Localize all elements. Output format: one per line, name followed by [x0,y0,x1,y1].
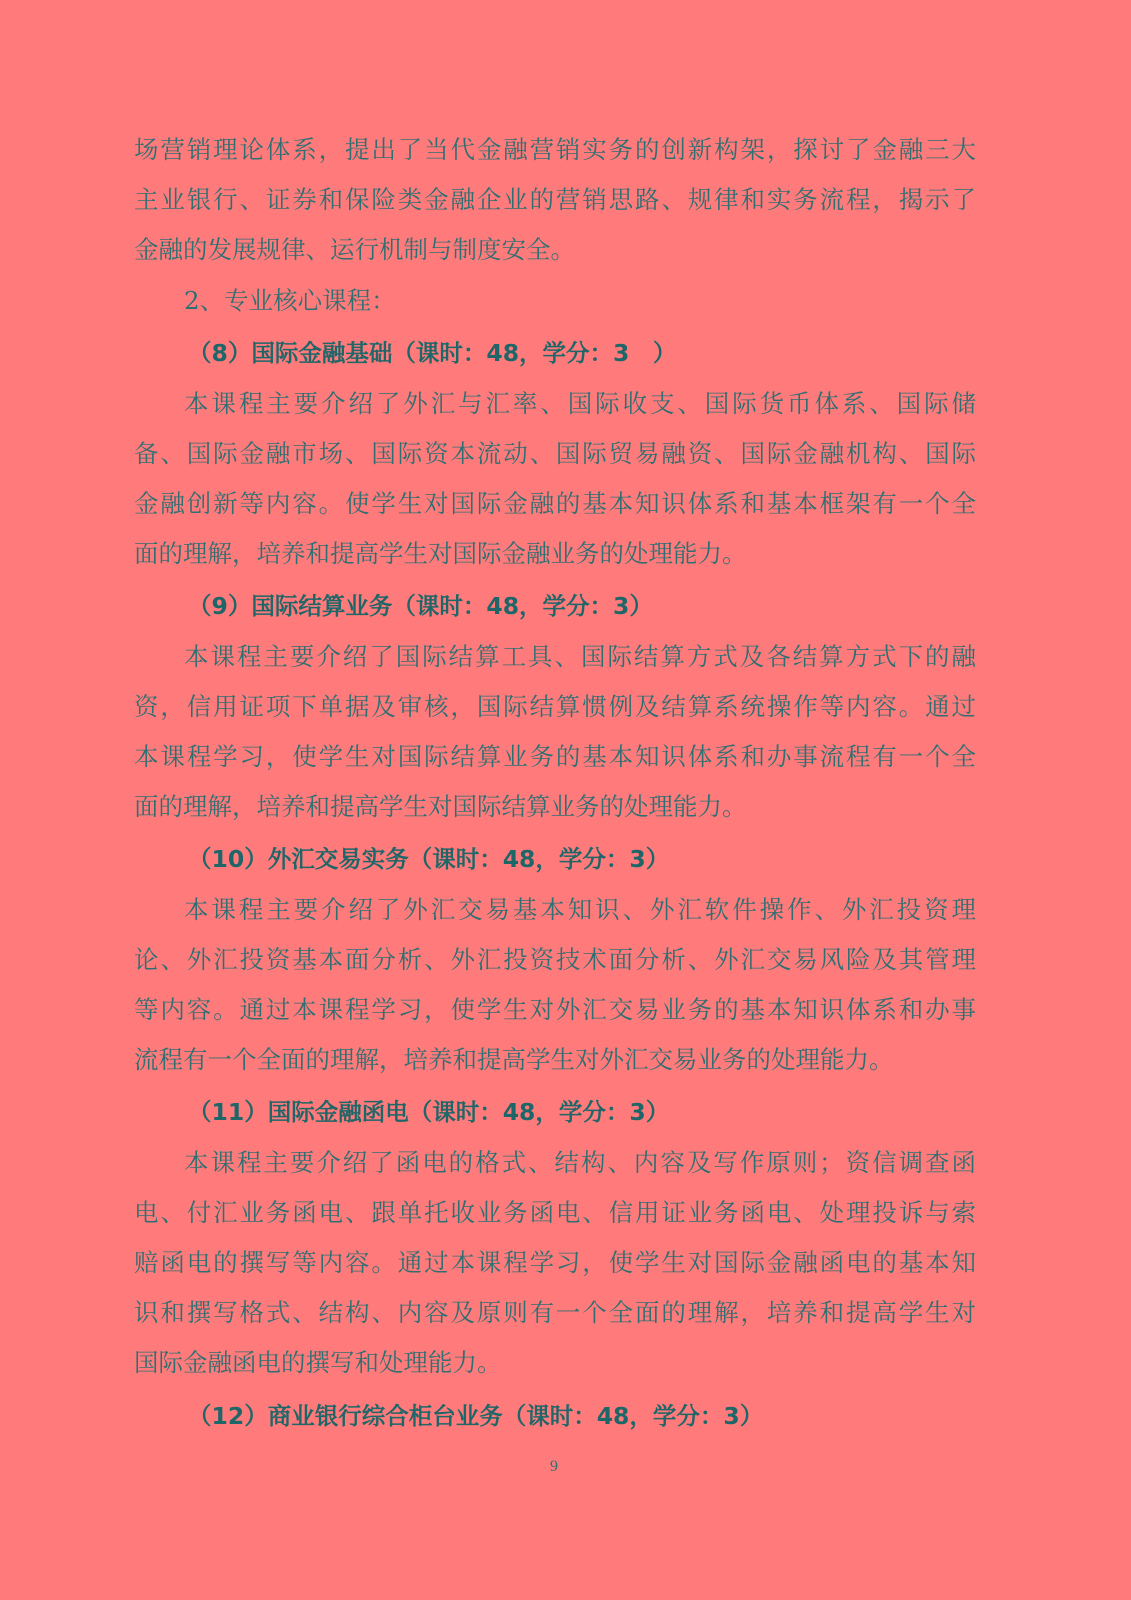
course-title-12: （12）商业银行综合柜台业务（课时：48，学分：3） [188,1402,764,1430]
course-9-line-4: 面的理解，培养和提高学生对国际结算业务的处理能力。 [134,792,747,821]
course-title-11: （11）国际金融函电（课时：48，学分：3） [188,1098,670,1126]
course-title-10: （10）外汇交易实务（课时：48，学分：3） [188,845,670,873]
page-number: 9 [550,1458,558,1475]
course-11-line-1: 本课程主要介绍了函电的格式、结构、内容及写作原则；资信调查函 [184,1148,976,1177]
course-9-line-1: 本课程主要介绍了国际结算工具、国际结算方式及各结算方式下的融 [184,642,976,671]
course-10-line-3: 等内容。通过本课程学习，使学生对外汇交易业务的基本知识体系和办事 [134,995,976,1024]
course-8-line-2: 备、国际金融市场、国际资本流动、国际贸易融资、国际金融机构、国际 [134,439,976,468]
course-10-line-1: 本课程主要介绍了外汇交易基本知识、外汇软件操作、外汇投资理 [184,895,976,924]
course-11-line-4: 识和撰写格式、结构、内容及原则有一个全面的理解，培养和提高学生对 [134,1298,976,1327]
intro-line-3: 金融的发展规律、运行机制与制度安全。 [134,235,575,264]
course-title-9: （9）国际结算业务（课时：48，学分：3） [188,592,653,620]
course-8-line-4: 面的理解，培养和提高学生对国际金融业务的处理能力。 [134,539,747,568]
course-10-line-4: 流程有一个全面的理解，培养和提高学生对外汇交易业务的处理能力。 [134,1045,894,1074]
course-9-line-2: 资，信用证项下单据及审核，国际结算惯例及结算系统操作等内容。通过 [134,692,976,721]
course-11-line-2: 电、付汇业务函电、跟单托收业务函电、信用证业务函电、处理投诉与索 [134,1198,976,1227]
intro-line-1: 场营销理论体系，提出了当代金融营销实务的创新构架，探讨了金融三大 [134,135,976,164]
course-8-line-1: 本课程主要介绍了外汇与汇率、国际收支、国际货币体系、国际储 [184,389,976,418]
intro-line-2: 主业银行、证券和保险类金融企业的营销思路、规律和实务流程，揭示了 [134,185,976,214]
course-11-line-5: 国际金融函电的撰写和处理能力。 [134,1348,502,1377]
section-title: 2、专业核心课程： [184,286,396,315]
course-9-line-3: 本课程学习，使学生对国际结算业务的基本知识体系和办事流程有一个全 [134,742,976,771]
course-8-line-3: 金融创新等内容。使学生对国际金融的基本知识体系和基本框架有一个全 [134,489,976,518]
course-10-line-2: 论、外汇投资基本面分析、外汇投资技术面分析、外汇交易风险及其管理 [134,945,976,974]
course-title-8: （8）国际金融基础（课时：48，学分：3 ） [188,339,677,367]
course-11-line-3: 赔函电的撰写等内容。通过本课程学习，使学生对国际金融函电的基本知 [134,1248,976,1277]
